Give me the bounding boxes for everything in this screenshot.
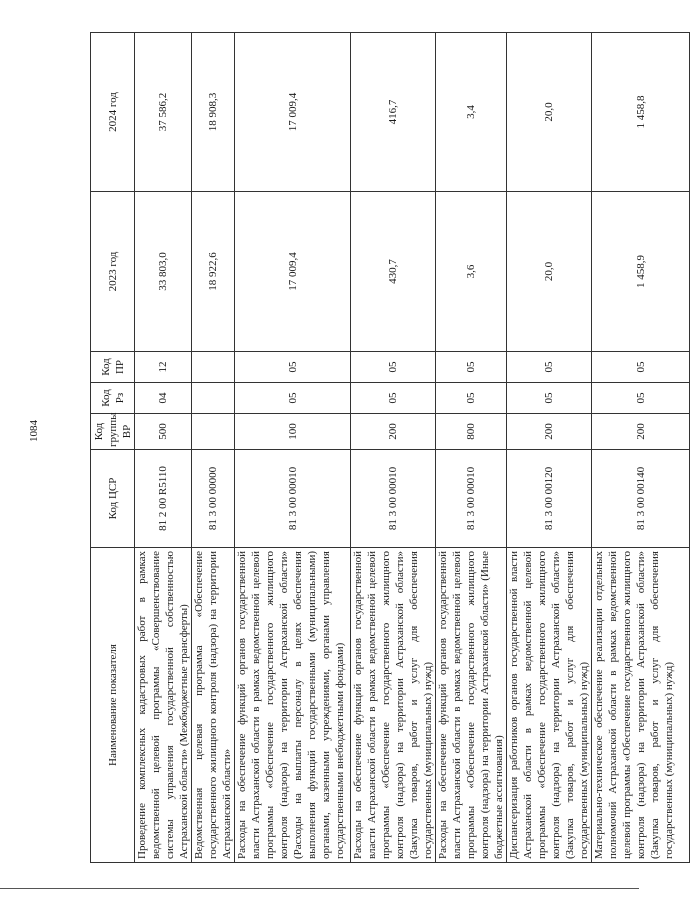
table-row bbox=[235, 33, 351, 863]
cell-csr: 81 3 00 00000 bbox=[192, 450, 235, 548]
header-name: Наименование показателя bbox=[91, 548, 135, 863]
cell-pr: 05 bbox=[592, 352, 690, 383]
table-row bbox=[436, 33, 507, 863]
cell-csr: 81 3 00 00010 bbox=[235, 450, 351, 548]
cell-rz: 05 bbox=[351, 383, 436, 414]
cell-2023: 3,6 bbox=[436, 192, 507, 352]
cell-2023: 1 458,9 bbox=[592, 192, 690, 352]
cell-vr: 100 bbox=[235, 414, 351, 450]
cell-csr: 81 3 00 00010 bbox=[436, 450, 507, 548]
header-rz: Код Рз bbox=[91, 383, 135, 414]
cell-pr: 05 bbox=[235, 352, 351, 383]
cell-csr: 81 3 00 00120 bbox=[507, 450, 592, 548]
cell-pr: 12 bbox=[135, 352, 192, 383]
cell-vr: 800 bbox=[436, 414, 507, 450]
header-pr: Код ПР bbox=[91, 352, 135, 383]
cell-vr bbox=[192, 414, 235, 450]
cell-name: Материально-техническое обеспечение реализации отдельных полномочий Астраханской области в рамках ведомственной целевой программы «Обеспечение государственного жилищного контроля (надзора) на территории Астраханской области» (Закупка товаров, работ и услуг для обеспечения государственных (муниципальных) нужд) bbox=[592, 548, 690, 863]
cell-vr: 500 bbox=[135, 414, 192, 450]
cell-rz: 05 bbox=[507, 383, 592, 414]
cell-name: Диспансеризация работников органов государственной власти Астраханской области в рамках ведомственной целевой программы «Обеспечение государственного жилищного контроля (надзора) на территории Астраханской области» (Закупка товаров, работ и услуг для обеспечения государственных (муниципальных) нужд) bbox=[507, 548, 592, 863]
cell-rz: 05 bbox=[592, 383, 690, 414]
header-csr: Код ЦСР bbox=[91, 450, 135, 548]
cell-2023: 20,0 bbox=[507, 192, 592, 352]
cell-2024: 1 458,8 bbox=[592, 33, 690, 192]
cell-rz: 05 bbox=[436, 383, 507, 414]
cell-csr: 81 2 00 R5110 bbox=[135, 450, 192, 548]
cell-2024: 17 009,4 bbox=[235, 33, 351, 192]
header-2023: 2023 год bbox=[91, 192, 135, 352]
cell-pr: 05 bbox=[507, 352, 592, 383]
table-row bbox=[192, 33, 235, 863]
cell-rz: 05 bbox=[235, 383, 351, 414]
table-row bbox=[592, 33, 690, 863]
cell-pr: 05 bbox=[436, 352, 507, 383]
cell-vr: 200 bbox=[351, 414, 436, 450]
cell-vr: 200 bbox=[507, 414, 592, 450]
cell-name: Расходы на обеспечение функций органов государственной власти Астраханской области в рамках ведомственной целевой программы «Обеспечение государственного жилищного контроля (надзора) на территории Астраханской области» (Иные бюджетные ассигнования) bbox=[436, 548, 507, 863]
table-header-row bbox=[91, 33, 135, 863]
cell-2023: 430,7 bbox=[351, 192, 436, 352]
cell-2023: 17 009,4 bbox=[235, 192, 351, 352]
page-number: 1084 bbox=[28, 420, 40, 442]
table-row bbox=[351, 33, 436, 863]
cell-rz: 04 bbox=[135, 383, 192, 414]
budget-table bbox=[90, 32, 690, 863]
cell-name: Расходы на обеспечение функций органов государственной власти Астраханской области в рамках ведомственной целевой программы «Обеспечение государственного жилищного контроля (надзора) на территории Астраханской области» (Закупка товаров, работ и услуг для обеспечения государственных (муниципальных) нужд) bbox=[351, 548, 436, 863]
cell-csr: 81 3 00 00010 bbox=[351, 450, 436, 548]
cell-vr: 200 bbox=[592, 414, 690, 450]
cell-2024: 416,7 bbox=[351, 33, 436, 192]
table-row bbox=[135, 33, 192, 863]
rotated-table-container bbox=[90, 33, 675, 863]
cell-name: Ведомственная целевая программа «Обеспечение государственного жилищного контроля (надзора) на территории Астраханской области» bbox=[192, 548, 235, 863]
cell-csr: 81 3 00 00140 bbox=[592, 450, 690, 548]
header-vr: Код группы ВР bbox=[91, 414, 135, 450]
cell-2023: 18 922,6 bbox=[192, 192, 235, 352]
cell-2024: 3,4 bbox=[436, 33, 507, 192]
bottom-rule bbox=[0, 888, 639, 889]
cell-2024: 20,0 bbox=[507, 33, 592, 192]
cell-name: Расходы на обеспечение функций органов государственной власти Астраханской области в рамках ведомственной целевой программы «Обеспечение государственного жилищного контроля (надзора) на территории Астраханской области» (Расходы на выплаты персоналу в целях обеспечения выполнения функций государственными (муниципальными) органами, казенными учреждениями, органами управления государственными внебюджетными фондами) bbox=[235, 548, 351, 863]
table-row bbox=[507, 33, 592, 863]
cell-2024: 18 908,3 bbox=[192, 33, 235, 192]
cell-pr: 05 bbox=[351, 352, 436, 383]
cell-2023: 33 803,0 bbox=[135, 192, 192, 352]
cell-name: Проведение комплексных кадастровых работ в рамках ведомственной целевой программы «Совершенствование системы управления государственной собственностью Астраханской области» (Межбюджетные трансферты) bbox=[135, 548, 192, 863]
cell-pr bbox=[192, 352, 235, 383]
cell-2024: 37 586,2 bbox=[135, 33, 192, 192]
header-2024: 2024 год bbox=[91, 33, 135, 192]
cell-rz bbox=[192, 383, 235, 414]
